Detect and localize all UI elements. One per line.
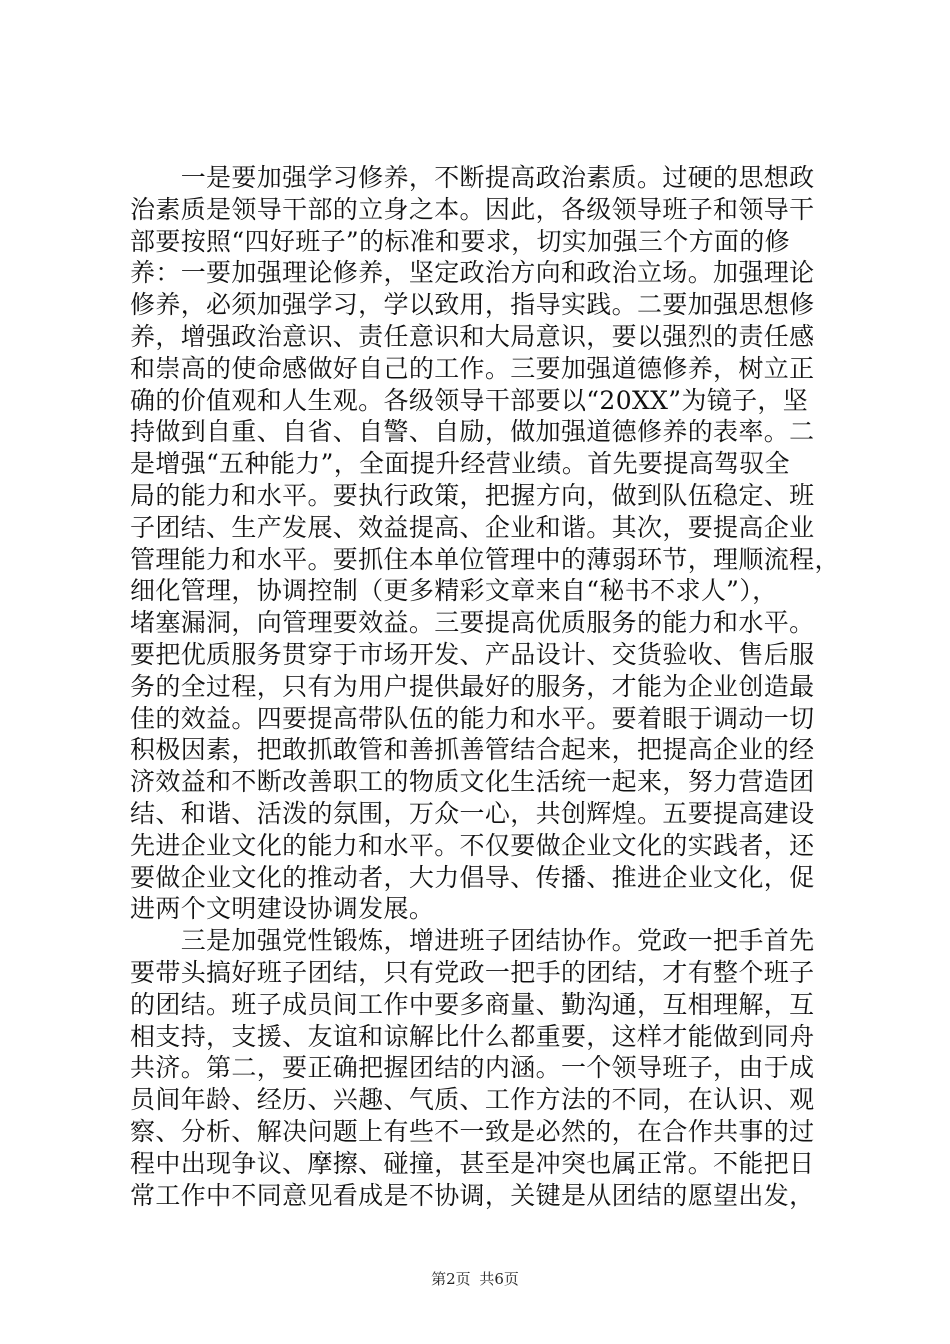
text-line: 济效益和不断改善职工的物质文化生活统一起来，努力营造团 [130,767,815,797]
text-line: 共济。第二，要正确把握团结的内涵。一个领导班子，由于成 [130,1053,815,1083]
page-total: 共6页 [479,1270,519,1288]
page-footer [0,1268,950,1289]
text-line: 持做到自重、自省、自警、自励，做加强道德修养的表率。二 [130,417,815,447]
text-line: 治素质是领导干部的立身之本。因此，各级领导班子和领导干 [130,194,815,224]
text-line: 佳的效益。四要提高带队伍的能力和水平。要着眼于调动一切 [130,703,815,733]
text-line: 堵塞漏洞，向管理要效益。三要提高优质服务的能力和水平。 [130,608,815,638]
text-line: 察、分析、解决问题上有些不一致是必然的，在合作共事的过 [130,1116,815,1146]
text-line: 员间年龄、经历、兴趣、气质、工作方法的不同，在认识、观 [130,1085,815,1115]
body-text [130,162,840,1211]
text-line: 是增强“五种能力”，全面提升经营业绩。首先要提高驾驭全 [130,449,791,479]
text-line: 部要按照“四好班子”的标准和要求，切实加强三个方面的修 [130,226,791,256]
text-line: 要做企业文化的推动者，大力倡导、传播、推进企业文化，促 [130,862,815,892]
text-line: 相支持，支援、友谊和谅解比什么都重要，这样才能做到同舟 [130,1021,815,1051]
text-line: 常工作中不同意见看成是不协调，关键是从团结的愿望出发， [130,1180,815,1210]
text-line: 养：一要加强理论修养，坚定政治方向和政治立场。加强理论 [130,258,815,288]
text-line: 程中出现争议、摩擦、碰撞，甚至是冲突也属正常。不能把日 [130,1148,815,1178]
text-line: 养，增强政治意识、责任意识和大局意识，要以强烈的责任感 [130,321,815,351]
text-line: 积极因素，把敢抓敢管和善抓善管结合起来，把提高企业的经 [130,735,815,765]
text-line: 先进企业文化的能力和水平。不仅要做企业文化的实践者，还 [130,830,815,860]
text-line: 和崇高的使命感做好自己的工作。三要加强道德修养，树立正 [130,353,815,383]
text-line: 要带头搞好班子团结，只有党政一把手的团结，才有整个班子 [130,957,815,987]
text-line: 的团结。班子成员间工作中要多商量、勤沟通，互相理解，互 [130,989,815,1019]
text-line: 局的能力和水平。要执行政策，把握方向，做到队伍稳定、班 [130,480,815,510]
text-line: 修养，必须加强学习，学以致用，指导实践。二要加强思想修 [130,290,815,320]
text-line: 细化管理，协调控制（更多精彩文章来自“秘书不求人”）， [130,576,778,606]
text-line: 确的价值观和人生观。各级领导干部要以“20XX”为镜子，坚 [130,385,809,415]
page-number: 第2页 [431,1270,471,1288]
text-line: 子团结、生产发展、效益提高、企业和谐。其次，要提高企业 [130,512,815,542]
text-line: 三是加强党性锻炼，增进班子团结协作。党政一把手首先 [130,926,815,956]
text-line: 进两个文明建设协调发展。 [130,894,435,924]
text-line: 务的全过程，只有为用户提供最好的服务，才能为企业创造最 [130,671,815,701]
text-line: 一是要加强学习修养，不断提高政治素质。过硬的思想政 [130,163,815,192]
text-line: 要把优质服务贯穿于市场开发、产品设计、交货验收、售后服 [130,639,815,669]
text-line: 结、和谐、活泼的氛围，万众一心，共创辉煌。五要提高建设 [130,798,815,828]
text-line: 管理能力和水平。要抓住本单位管理中的薄弱环节，理顺流程， [130,544,840,574]
